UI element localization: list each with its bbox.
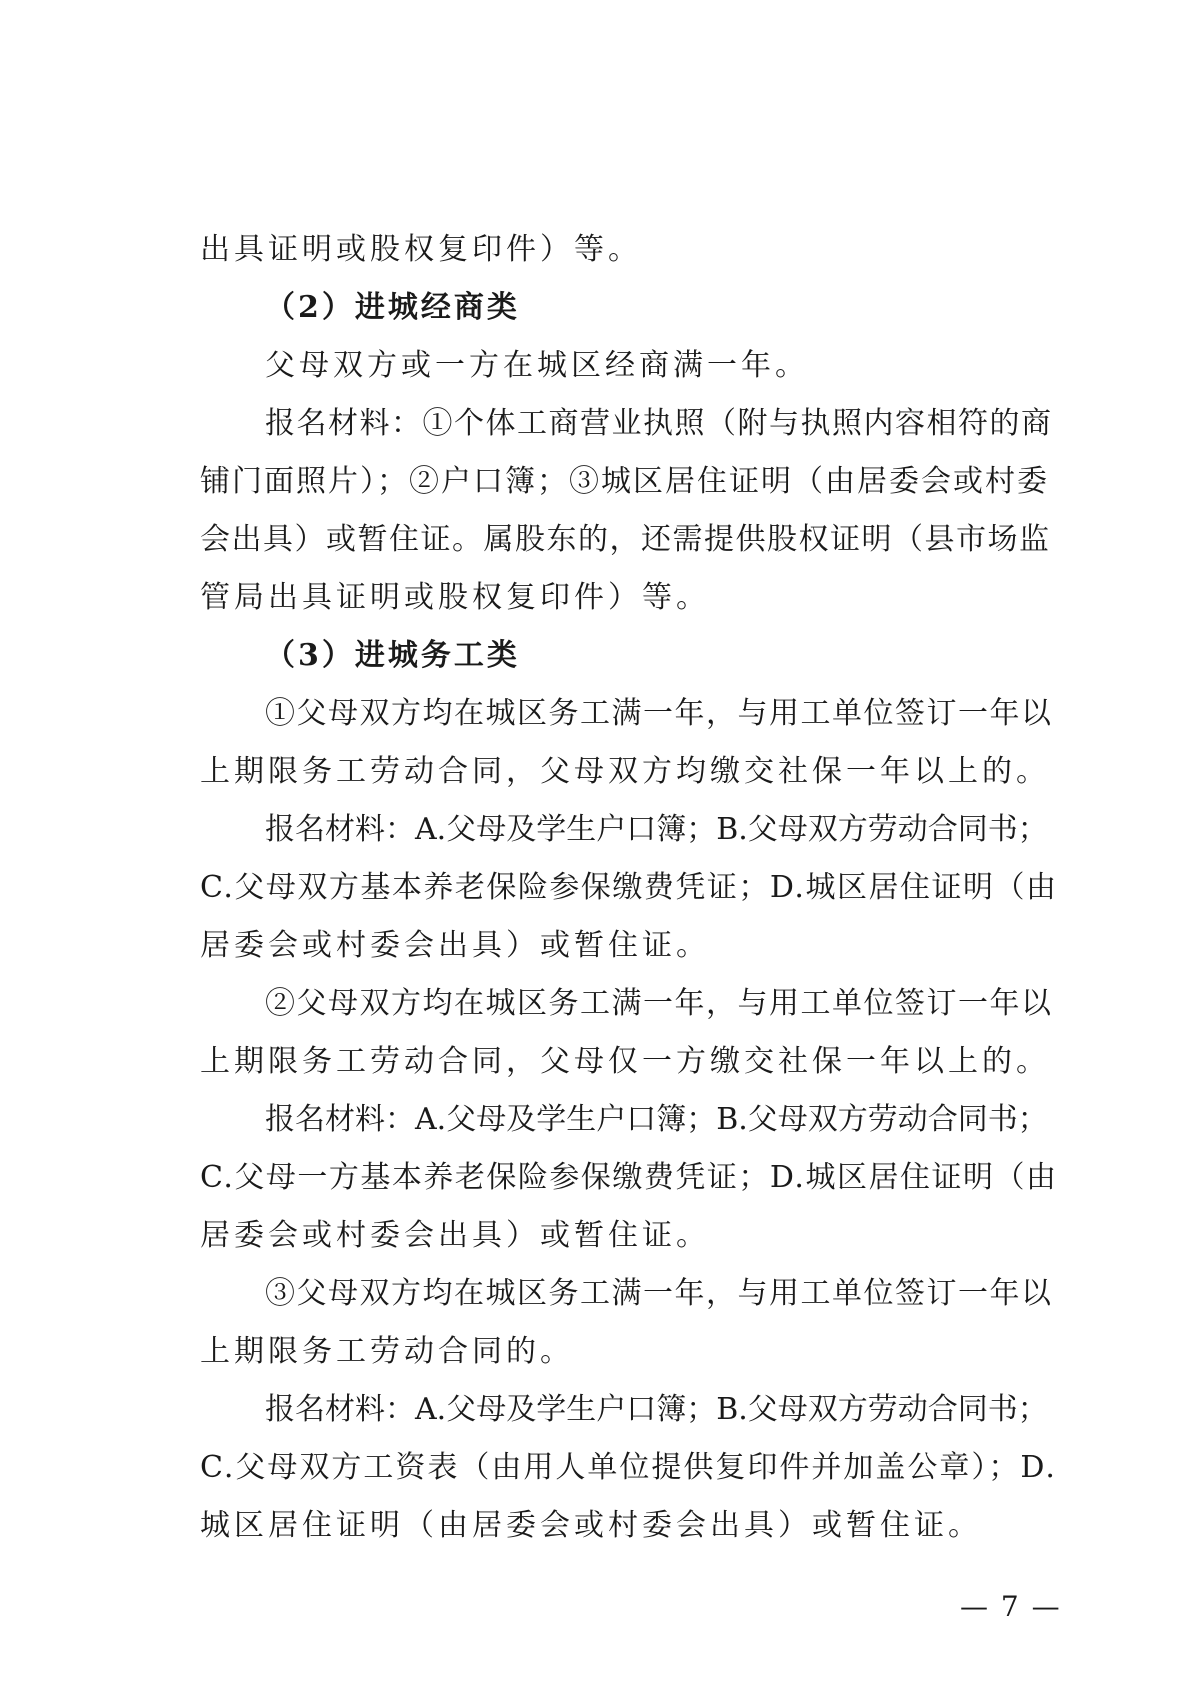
paragraph-line: 上期限务工劳动合同，父母双方均缴交社保一年以上的。 (200, 754, 1050, 789)
paragraph-line: 会出具）或暂住证。属股东的，还需提供股权证明（县市场监 (200, 522, 1051, 557)
paragraph-line: 报名材料：①个体工商营业执照（附与执照内容相符的商 (265, 406, 1053, 441)
paragraph-line: 管局出具证明或股权复印件）等。 (200, 580, 710, 615)
paragraph-line: 报名材料：A.父母及学生户口簿；B.父母双方劳动合同书； (265, 1102, 1048, 1137)
paragraph-line: 居委会或村委会出具）或暂住证。 (200, 928, 710, 963)
paragraph-line: C.父母一方基本养老保险参保缴费凭证；D.城区居住证明（由 (200, 1160, 1058, 1195)
paragraph-line: C.父母双方基本养老保险参保缴费凭证；D.城区居住证明（由 (200, 870, 1058, 905)
paragraph-line: ①父母双方均在城区务工满一年，与用工单位签订一年以 (265, 696, 1053, 731)
paragraph-line: ②父母双方均在城区务工满一年，与用工单位签订一年以 (265, 986, 1053, 1021)
paragraph-line: C.父母双方工资表（由用人单位提供复印件并加盖公章）；D. (200, 1450, 1057, 1485)
section-heading: （2）进城经商类 (265, 290, 520, 325)
paragraph-line: 出具证明或股权复印件）等。 (200, 232, 642, 267)
paragraph-line: 居委会或村委会出具）或暂住证。 (200, 1218, 710, 1253)
paragraph-line: 报名材料：A.父母及学生户口簿；B.父母双方劳动合同书； (265, 1392, 1048, 1427)
paragraph-line: 上期限务工劳动合同的。 (200, 1334, 574, 1369)
paragraph-line: ③父母双方均在城区务工满一年，与用工单位签订一年以 (265, 1276, 1053, 1311)
paragraph-line: 报名材料：A.父母及学生户口簿；B.父母双方劳动合同书； (265, 812, 1048, 847)
paragraph-line: 上期限务工劳动合同，父母仅一方缴交社保一年以上的。 (200, 1044, 1050, 1079)
paragraph-line: 父母双方或一方在城区经商满一年。 (265, 348, 809, 383)
paragraph-line: 铺门面照片）；②户口簿；③城区居住证明（由居委会或村委 (200, 464, 1049, 499)
paragraph-line: 城区居住证明（由居委会或村委会出具）或暂住证。 (200, 1508, 982, 1543)
page-number: — 7 — (960, 1590, 1062, 1623)
section-heading: （3）进城务工类 (265, 638, 520, 673)
